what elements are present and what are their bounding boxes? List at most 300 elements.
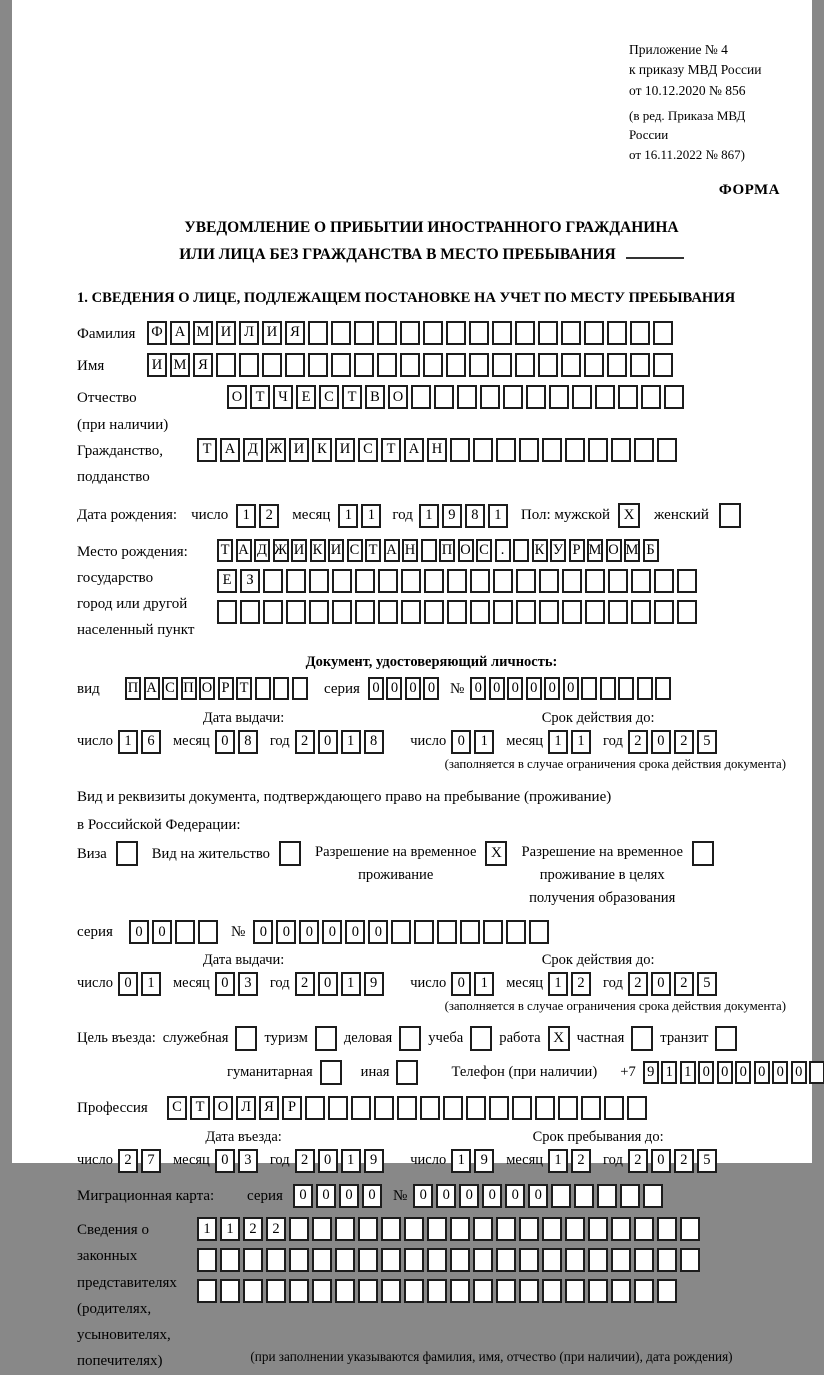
char-cell[interactable]: 2 (571, 972, 591, 996)
char-cell[interactable]: 2 (243, 1217, 263, 1241)
char-cell[interactable]: 0 (451, 730, 471, 754)
char-cell[interactable] (446, 353, 466, 377)
char-cell[interactable] (377, 321, 397, 345)
char-cell[interactable] (305, 1096, 325, 1120)
char-cell[interactable] (526, 385, 546, 409)
char-cell[interactable] (404, 1217, 424, 1241)
visa-checkbox[interactable] (116, 841, 138, 866)
char-cell[interactable] (627, 1096, 647, 1120)
char-cell[interactable]: И (147, 353, 167, 377)
char-cell[interactable] (335, 1279, 355, 1303)
char-cell[interactable] (493, 600, 513, 624)
char-cell[interactable] (513, 539, 529, 562)
char-cell[interactable]: С (347, 539, 363, 562)
char-cell[interactable]: 0 (318, 730, 338, 754)
char-cell[interactable] (634, 438, 654, 462)
char-cell[interactable]: О (458, 539, 474, 562)
char-cell[interactable] (496, 1279, 516, 1303)
char-cell[interactable] (358, 1217, 378, 1241)
char-cell[interactable] (489, 1096, 509, 1120)
char-cell[interactable] (657, 1248, 677, 1272)
char-cell[interactable] (611, 1279, 631, 1303)
char-cell[interactable]: Т (197, 438, 217, 462)
char-cell[interactable] (608, 569, 628, 593)
char-cell[interactable] (220, 1279, 240, 1303)
char-cell[interactable]: 0 (118, 972, 138, 996)
char-cell[interactable] (565, 1248, 585, 1272)
char-cell[interactable] (263, 600, 283, 624)
char-cell[interactable] (637, 677, 653, 700)
char-cell[interactable] (506, 920, 526, 944)
char-cell[interactable] (309, 569, 329, 593)
char-cell[interactable]: 0 (318, 1149, 338, 1173)
char-cell[interactable] (480, 385, 500, 409)
char-cell[interactable]: 0 (386, 677, 402, 700)
char-cell[interactable]: Е (217, 569, 237, 593)
char-cell[interactable]: 0 (717, 1061, 733, 1084)
char-cell[interactable]: 1 (236, 504, 256, 528)
char-cell[interactable] (519, 438, 539, 462)
char-cell[interactable]: 8 (238, 730, 258, 754)
char-cell[interactable] (516, 600, 536, 624)
char-cell[interactable]: З (240, 569, 260, 593)
char-cell[interactable] (443, 1096, 463, 1120)
char-cell[interactable]: М (193, 321, 213, 345)
char-cell[interactable]: 0 (651, 730, 671, 754)
char-cell[interactable] (434, 385, 454, 409)
char-cell[interactable] (273, 677, 289, 700)
char-cell[interactable] (381, 1217, 401, 1241)
char-cell[interactable]: 1 (451, 1149, 471, 1173)
char-cell[interactable] (611, 1248, 631, 1272)
char-cell[interactable] (216, 353, 236, 377)
char-cell[interactable]: 0 (368, 920, 388, 944)
char-cell[interactable] (466, 1096, 486, 1120)
char-cell[interactable]: Ч (273, 385, 293, 409)
char-cell[interactable] (446, 321, 466, 345)
char-cell[interactable]: 0 (316, 1184, 336, 1208)
char-cell[interactable] (331, 353, 351, 377)
char-cell[interactable] (574, 1184, 594, 1208)
char-cell[interactable]: С (358, 438, 378, 462)
char-cell[interactable] (457, 385, 477, 409)
char-cell[interactable] (354, 321, 374, 345)
char-cell[interactable] (243, 1279, 263, 1303)
char-cell[interactable]: Я (259, 1096, 279, 1120)
char-cell[interactable] (483, 920, 503, 944)
char-cell[interactable]: 5 (697, 1149, 717, 1173)
char-cell[interactable] (355, 600, 375, 624)
char-cell[interactable]: 0 (215, 730, 235, 754)
char-cell[interactable]: 0 (293, 1184, 313, 1208)
char-cell[interactable] (584, 353, 604, 377)
char-cell[interactable]: 1 (341, 972, 361, 996)
char-cell[interactable]: Р (569, 539, 585, 562)
char-cell[interactable] (542, 1217, 562, 1241)
char-cell[interactable] (243, 1248, 263, 1272)
purpose-official-checkbox[interactable] (235, 1026, 257, 1051)
char-cell[interactable]: 1 (341, 1149, 361, 1173)
char-cell[interactable]: 0 (507, 677, 523, 700)
char-cell[interactable] (680, 1217, 700, 1241)
char-cell[interactable] (401, 600, 421, 624)
char-cell[interactable] (631, 600, 651, 624)
char-cell[interactable]: 1 (338, 504, 358, 528)
char-cell[interactable]: 0 (215, 972, 235, 996)
char-cell[interactable] (391, 920, 411, 944)
char-cell[interactable] (565, 438, 585, 462)
char-cell[interactable] (378, 569, 398, 593)
char-cell[interactable]: 1 (474, 972, 494, 996)
char-cell[interactable]: 1 (680, 1061, 696, 1084)
char-cell[interactable] (289, 1279, 309, 1303)
char-cell[interactable]: 2 (259, 504, 279, 528)
char-cell[interactable] (634, 1279, 654, 1303)
char-cell[interactable]: С (476, 539, 492, 562)
char-cell[interactable]: 0 (299, 920, 319, 944)
char-cell[interactable]: 0 (405, 677, 421, 700)
char-cell[interactable] (588, 1248, 608, 1272)
char-cell[interactable] (611, 1217, 631, 1241)
char-cell[interactable]: 0 (651, 972, 671, 996)
char-cell[interactable] (588, 438, 608, 462)
char-cell[interactable] (473, 1279, 493, 1303)
char-cell[interactable] (595, 385, 615, 409)
char-cell[interactable] (335, 1217, 355, 1241)
char-cell[interactable]: 0 (129, 920, 149, 944)
char-cell[interactable] (630, 353, 650, 377)
char-cell[interactable] (519, 1217, 539, 1241)
char-cell[interactable]: О (199, 677, 215, 700)
purpose-work-checkbox[interactable]: X (548, 1026, 570, 1051)
char-cell[interactable]: А (236, 539, 252, 562)
char-cell[interactable] (381, 1248, 401, 1272)
char-cell[interactable] (411, 385, 431, 409)
char-cell[interactable] (538, 321, 558, 345)
char-cell[interactable] (529, 920, 549, 944)
char-cell[interactable]: 1 (548, 1149, 568, 1173)
char-cell[interactable] (588, 1217, 608, 1241)
char-cell[interactable] (607, 353, 627, 377)
char-cell[interactable]: Ж (266, 438, 286, 462)
char-cell[interactable]: Т (190, 1096, 210, 1120)
char-cell[interactable]: И (291, 539, 307, 562)
char-cell[interactable]: 1 (341, 730, 361, 754)
char-cell[interactable] (335, 1248, 355, 1272)
char-cell[interactable]: С (167, 1096, 187, 1120)
char-cell[interactable]: Н (402, 539, 418, 562)
char-cell[interactable]: 9 (442, 504, 462, 528)
char-cell[interactable]: 0 (489, 677, 505, 700)
char-cell[interactable]: К (312, 438, 332, 462)
purpose-humanitarian-checkbox[interactable] (320, 1060, 342, 1085)
char-cell[interactable]: О (388, 385, 408, 409)
char-cell[interactable] (572, 385, 592, 409)
char-cell[interactable] (538, 353, 558, 377)
char-cell[interactable]: 2 (295, 972, 315, 996)
char-cell[interactable]: С (319, 385, 339, 409)
char-cell[interactable]: Т (381, 438, 401, 462)
char-cell[interactable]: 0 (322, 920, 342, 944)
temp-residence-education-checkbox[interactable] (692, 841, 714, 866)
char-cell[interactable] (328, 1096, 348, 1120)
char-cell[interactable]: 2 (674, 730, 694, 754)
char-cell[interactable]: 1 (548, 972, 568, 996)
char-cell[interactable] (519, 1248, 539, 1272)
char-cell[interactable] (631, 569, 651, 593)
purpose-business-checkbox[interactable] (399, 1026, 421, 1051)
char-cell[interactable] (561, 353, 581, 377)
char-cell[interactable] (423, 321, 443, 345)
char-cell[interactable]: 1 (474, 730, 494, 754)
char-cell[interactable] (597, 1184, 617, 1208)
char-cell[interactable] (607, 321, 627, 345)
char-cell[interactable]: Т (250, 385, 270, 409)
char-cell[interactable] (414, 920, 434, 944)
char-cell[interactable] (427, 1279, 447, 1303)
char-cell[interactable] (618, 385, 638, 409)
char-cell[interactable]: М (587, 539, 603, 562)
char-cell[interactable]: 0 (345, 920, 365, 944)
char-cell[interactable]: 0 (451, 972, 471, 996)
char-cell[interactable]: 2 (266, 1217, 286, 1241)
char-cell[interactable] (358, 1279, 378, 1303)
char-cell[interactable] (562, 600, 582, 624)
char-cell[interactable] (492, 321, 512, 345)
char-cell[interactable] (175, 920, 195, 944)
char-cell[interactable]: 1 (361, 504, 381, 528)
char-cell[interactable]: 0 (470, 677, 486, 700)
char-cell[interactable] (292, 677, 308, 700)
temp-residence-checkbox[interactable]: X (485, 841, 507, 866)
char-cell[interactable] (469, 353, 489, 377)
char-cell[interactable] (680, 1248, 700, 1272)
purpose-study-checkbox[interactable] (470, 1026, 492, 1051)
char-cell[interactable]: 0 (528, 1184, 548, 1208)
char-cell[interactable] (354, 353, 374, 377)
char-cell[interactable] (424, 569, 444, 593)
char-cell[interactable] (630, 321, 650, 345)
char-cell[interactable] (558, 1096, 578, 1120)
char-cell[interactable]: 2 (628, 1149, 648, 1173)
char-cell[interactable] (450, 1217, 470, 1241)
char-cell[interactable] (585, 569, 605, 593)
char-cell[interactable] (516, 569, 536, 593)
char-cell[interactable]: Ф (147, 321, 167, 345)
purpose-transit-checkbox[interactable] (715, 1026, 737, 1051)
char-cell[interactable]: Д (254, 539, 270, 562)
char-cell[interactable]: С (162, 677, 178, 700)
char-cell[interactable]: П (125, 677, 141, 700)
char-cell[interactable]: У (550, 539, 566, 562)
char-cell[interactable] (308, 353, 328, 377)
purpose-tourism-checkbox[interactable] (315, 1026, 337, 1051)
char-cell[interactable] (600, 677, 616, 700)
char-cell[interactable] (542, 1279, 562, 1303)
purpose-other-checkbox[interactable] (396, 1060, 418, 1085)
char-cell[interactable] (266, 1248, 286, 1272)
char-cell[interactable]: Т (236, 677, 252, 700)
char-cell[interactable] (657, 438, 677, 462)
char-cell[interactable] (588, 1279, 608, 1303)
char-cell[interactable]: М (624, 539, 640, 562)
char-cell[interactable] (503, 385, 523, 409)
char-cell[interactable] (585, 600, 605, 624)
char-cell[interactable] (581, 1096, 601, 1120)
purpose-private-checkbox[interactable] (631, 1026, 653, 1051)
char-cell[interactable]: 0 (544, 677, 560, 700)
char-cell[interactable]: 0 (423, 677, 439, 700)
char-cell[interactable]: 1 (661, 1061, 677, 1084)
char-cell[interactable] (561, 321, 581, 345)
char-cell[interactable]: О (606, 539, 622, 562)
char-cell[interactable] (240, 600, 260, 624)
char-cell[interactable]: Б (643, 539, 659, 562)
char-cell[interactable] (450, 438, 470, 462)
char-cell[interactable] (470, 569, 490, 593)
char-cell[interactable] (581, 677, 597, 700)
char-cell[interactable]: 3 (238, 1149, 258, 1173)
char-cell[interactable] (653, 353, 673, 377)
char-cell[interactable]: К (310, 539, 326, 562)
char-cell[interactable] (608, 600, 628, 624)
char-cell[interactable] (515, 321, 535, 345)
char-cell[interactable] (539, 600, 559, 624)
char-cell[interactable] (312, 1248, 332, 1272)
char-cell[interactable] (427, 1217, 447, 1241)
char-cell[interactable] (217, 600, 237, 624)
char-cell[interactable]: 0 (215, 1149, 235, 1173)
char-cell[interactable]: 0 (772, 1061, 788, 1084)
char-cell[interactable]: 1 (118, 730, 138, 754)
char-cell[interactable]: 1 (488, 504, 508, 528)
char-cell[interactable] (285, 353, 305, 377)
char-cell[interactable] (641, 385, 661, 409)
char-cell[interactable] (286, 569, 306, 593)
char-cell[interactable]: 8 (465, 504, 485, 528)
char-cell[interactable] (542, 1248, 562, 1272)
char-cell[interactable]: 0 (276, 920, 296, 944)
char-cell[interactable]: Т (342, 385, 362, 409)
char-cell[interactable]: М (170, 353, 190, 377)
char-cell[interactable] (653, 321, 673, 345)
char-cell[interactable] (460, 920, 480, 944)
char-cell[interactable]: 0 (413, 1184, 433, 1208)
char-cell[interactable]: 0 (436, 1184, 456, 1208)
char-cell[interactable] (437, 920, 457, 944)
char-cell[interactable] (404, 1279, 424, 1303)
char-cell[interactable] (655, 677, 671, 700)
char-cell[interactable] (515, 353, 535, 377)
char-cell[interactable] (492, 353, 512, 377)
char-cell[interactable]: О (213, 1096, 233, 1120)
char-cell[interactable]: 0 (526, 677, 542, 700)
char-cell[interactable]: 9 (474, 1149, 494, 1173)
char-cell[interactable]: 0 (362, 1184, 382, 1208)
char-cell[interactable]: Р (218, 677, 234, 700)
char-cell[interactable] (198, 920, 218, 944)
char-cell[interactable]: Т (217, 539, 233, 562)
char-cell[interactable]: 0 (698, 1061, 714, 1084)
char-cell[interactable]: 2 (118, 1149, 138, 1173)
char-cell[interactable]: А (384, 539, 400, 562)
char-cell[interactable] (450, 1248, 470, 1272)
char-cell[interactable] (469, 321, 489, 345)
char-cell[interactable]: 2 (674, 1149, 694, 1173)
char-cell[interactable]: А (404, 438, 424, 462)
char-cell[interactable]: 2 (674, 972, 694, 996)
char-cell[interactable]: Л (236, 1096, 256, 1120)
char-cell[interactable]: К (532, 539, 548, 562)
char-cell[interactable]: И (335, 438, 355, 462)
char-cell[interactable]: 0 (152, 920, 172, 944)
char-cell[interactable] (332, 600, 352, 624)
char-cell[interactable]: И (289, 438, 309, 462)
char-cell[interactable]: 0 (339, 1184, 359, 1208)
char-cell[interactable]: 0 (563, 677, 579, 700)
char-cell[interactable]: 2 (295, 730, 315, 754)
char-cell[interactable] (378, 600, 398, 624)
char-cell[interactable]: И (328, 539, 344, 562)
char-cell[interactable] (542, 438, 562, 462)
char-cell[interactable]: 1 (548, 730, 568, 754)
char-cell[interactable] (539, 569, 559, 593)
char-cell[interactable] (562, 569, 582, 593)
sex-female-checkbox[interactable] (719, 503, 741, 528)
char-cell[interactable] (496, 1248, 516, 1272)
char-cell[interactable]: 0 (318, 972, 338, 996)
char-cell[interactable] (381, 1279, 401, 1303)
char-cell[interactable] (197, 1279, 217, 1303)
char-cell[interactable]: 9 (643, 1061, 659, 1084)
char-cell[interactable] (473, 1217, 493, 1241)
char-cell[interactable]: 0 (482, 1184, 502, 1208)
char-cell[interactable] (220, 1248, 240, 1272)
char-cell[interactable]: Д (243, 438, 263, 462)
char-cell[interactable] (519, 1279, 539, 1303)
char-cell[interactable]: 0 (253, 920, 273, 944)
char-cell[interactable] (618, 677, 634, 700)
char-cell[interactable]: 0 (505, 1184, 525, 1208)
char-cell[interactable]: . (495, 539, 511, 562)
char-cell[interactable] (266, 1279, 286, 1303)
sex-male-checkbox[interactable]: X (618, 503, 640, 528)
char-cell[interactable] (377, 353, 397, 377)
char-cell[interactable]: 6 (141, 730, 161, 754)
char-cell[interactable] (565, 1217, 585, 1241)
char-cell[interactable] (643, 1184, 663, 1208)
char-cell[interactable] (351, 1096, 371, 1120)
char-cell[interactable] (400, 321, 420, 345)
char-cell[interactable]: 2 (628, 972, 648, 996)
char-cell[interactable] (358, 1248, 378, 1272)
char-cell[interactable]: Ж (273, 539, 289, 562)
char-cell[interactable]: И (262, 321, 282, 345)
char-cell[interactable]: 5 (697, 972, 717, 996)
char-cell[interactable] (262, 353, 282, 377)
char-cell[interactable]: Я (193, 353, 213, 377)
char-cell[interactable]: 0 (459, 1184, 479, 1208)
char-cell[interactable] (657, 1279, 677, 1303)
char-cell[interactable]: Т (365, 539, 381, 562)
char-cell[interactable]: А (220, 438, 240, 462)
char-cell[interactable]: П (439, 539, 455, 562)
char-cell[interactable]: Е (296, 385, 316, 409)
char-cell[interactable] (400, 353, 420, 377)
char-cell[interactable] (677, 569, 697, 593)
char-cell[interactable]: 1 (571, 730, 591, 754)
char-cell[interactable]: 0 (651, 1149, 671, 1173)
